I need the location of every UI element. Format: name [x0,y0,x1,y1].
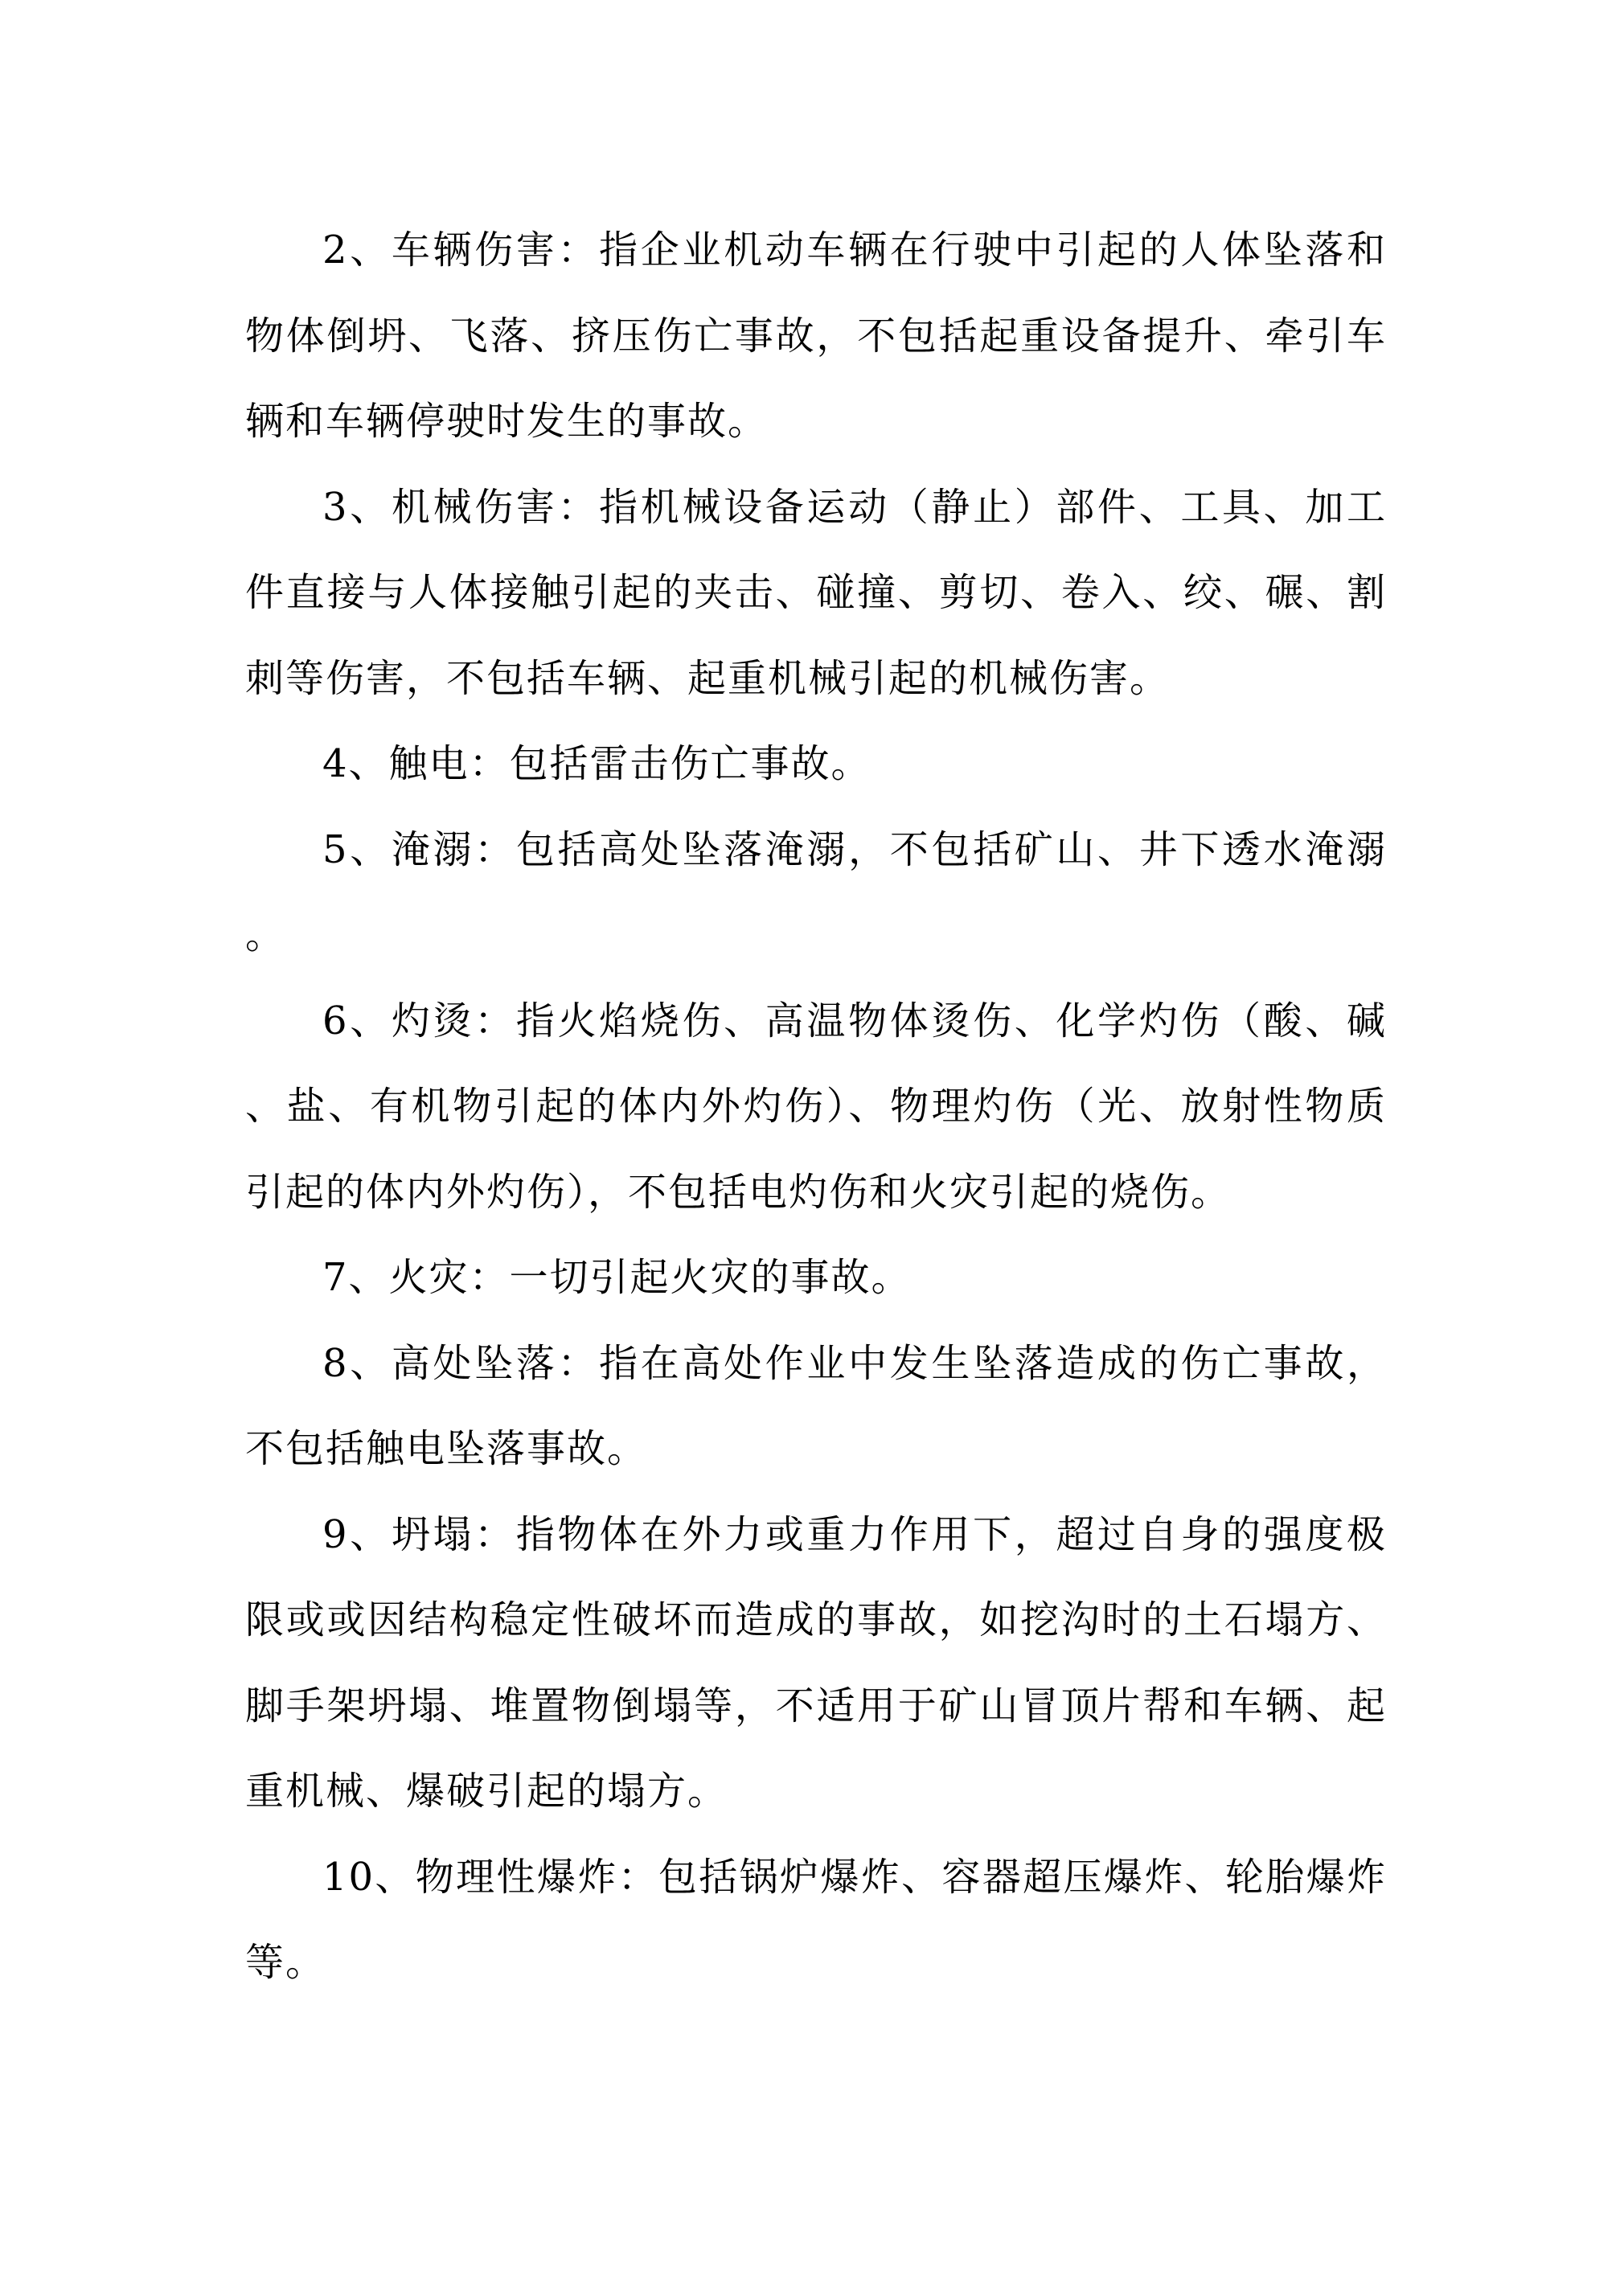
paragraph-fall-from-height: 8、高处坠落：指在高处作业中发生坠落造成的伤亡事故，不包括触电坠落事故。 [245,1340,1387,1471]
paragraph-burns: 6、灼烫：指火焰烧伤、高温物体烫伤、化学灼伤（酸、碱、盐、有机物引起的体内外灼伤）、物理灼伤（光、放射性物质引起的体内外灼伤），不包括电灼伤和火灾引起的烧伤。 [245,998,1387,1215]
paragraph-collapse: 9、坍塌：指物体在外力或重力作用下，超过自身的强度极限或或因结构稳定性破坏而造成的事故，如挖沟时的土石塌方、脚手架坍塌、堆置物倒塌等，不适用于矿山冒顶片帮和车辆、起重机械、爆破引起的塌方。 [245,1511,1387,1814]
paragraph-fire: 7、火灾：一切引起火灾的事故。 [322,1255,912,1300]
paragraph-vehicle-injury: 2、车辆伤害：指企业机动车辆在行驶中引起的人体坠落和物体倒坍、飞落、挤压伤亡事故，不包括起重设备提升、牵引车辆和车辆停驶时发生的事故。 [245,228,1387,444]
paragraph-physical-explosion: 10、物理性爆炸：包括锅炉爆炸、容器超压爆炸、轮胎爆炸等。 [245,1854,1387,1985]
paragraph-mechanical-injury: 3、机械伤害：指机械设备运动（静止）部件、工具、加工件直接与人体接触引起的夹击、碰撞、剪切、卷入、绞、碾、割刺等伤害，不包括车辆、起重机械引起的机械伤害。 [245,484,1387,701]
paragraph-electric-shock: 4、触电：包括雷击伤亡事故。 [322,741,871,786]
document-page [245,207,1387,2006]
paragraph-drowning: 5、淹溺：包括高处坠落淹溺，不包括矿山、井下透水淹溺。 [245,826,1387,957]
